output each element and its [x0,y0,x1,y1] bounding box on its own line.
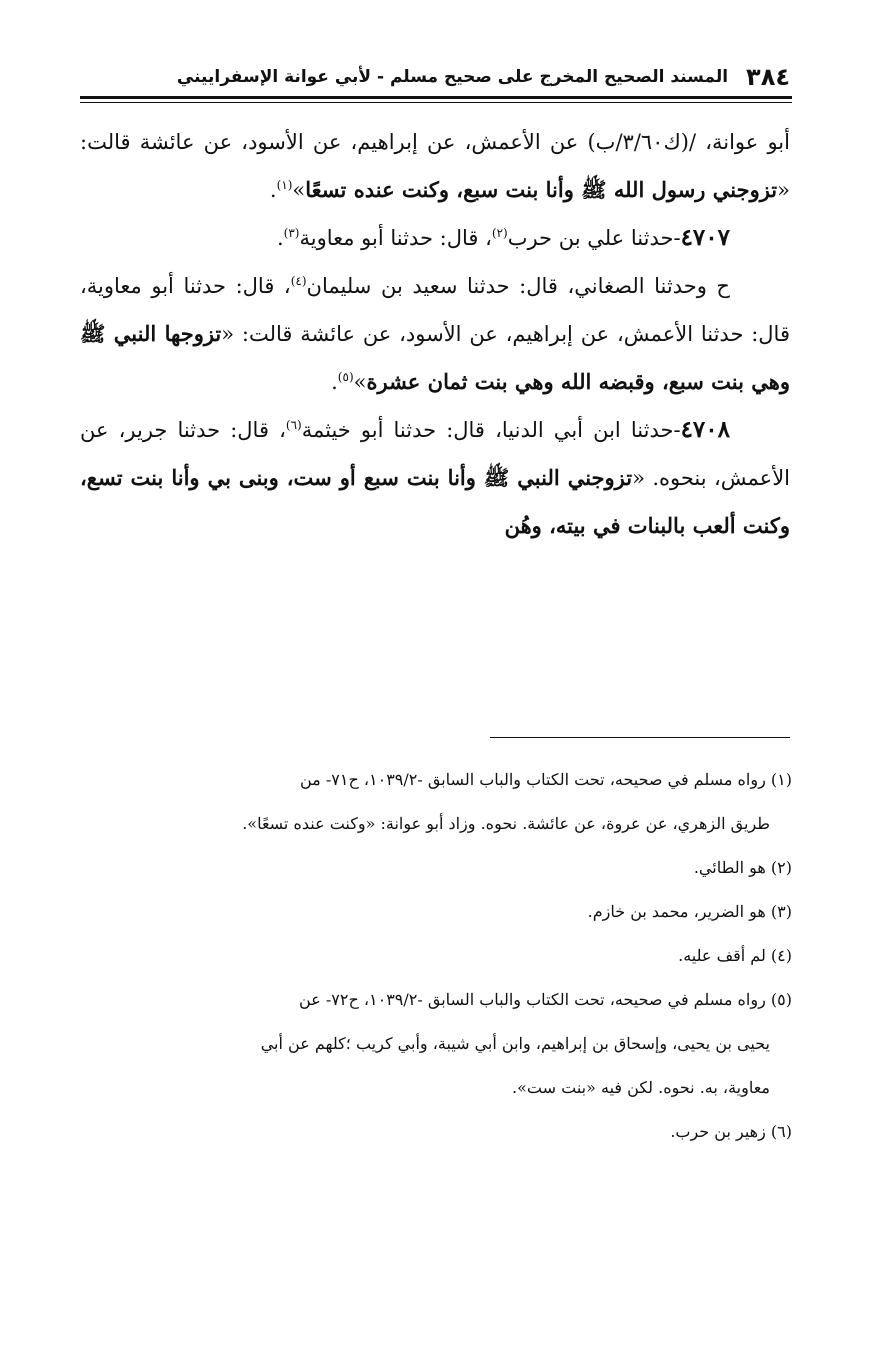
footnote-line: يحيى بن يحيى، وإسحاق بن إبراهيم، وابن أبي شيبة، وأبي كريب ؛كلهم عن أبي [260,1034,770,1053]
p2-text1: -حدثنا علي بن حرب [507,226,681,250]
footnote-separator [490,737,790,738]
p4-text1: -حدثنا ابن أبي الدنيا، قال: حدثنا أبو خيثمة [301,418,681,442]
p1-end: . [269,178,277,202]
p2-ref2: (٣) [283,226,300,240]
p3-ref2: (٥) [337,370,354,384]
footnote-line: (٢) هو الطائي. [693,858,792,877]
footnote-line: (١) رواه مسلم في صحيحه، تحت الكتاب والباب السابق -١٠٣٩/٢، ح٧١- من [300,770,792,789]
p3-tail: » [353,370,367,394]
running-title: المسند الصحيح المخرج على صحيح مسلم - لأبي عوانة الإسفراييني [176,67,729,87]
p1-quote: تزوجني رسول الله ﷺ وأنا بنت سبع، وكنت عنده تسعًا [305,177,778,202]
footnotes [80,758,792,1154]
footnote-line: معاوية، به. نحوه. لكن فيه «بنت ست». [512,1078,770,1097]
header-rule-thin [80,102,792,103]
paragraph-3 [80,262,790,406]
main-text [80,118,790,550]
footnote-line: (٤) لم أقف عليه. [678,946,792,965]
p1-line1: أبو عوانة، /(ك٣/٦٠/ب) عن الأعمش، عن إبراهيم، عن الأسود، عن عائشة [139,130,790,154]
paragraph-hadith-4707 [80,214,790,262]
header-rule [80,96,792,99]
p3-text2: ، قال: حدثنا أبو معاوية، قال: حدثنا الأعمش، عن إبراهيم، عن الأسود، عن عائشة قالت: « [80,274,790,346]
hadith-number-4707: ٤٧٠٧ [680,224,730,251]
p4-text2: ، قال: حدثنا جرير، عن الأعمش، بنحوه. « [80,418,790,490]
footnote-line: طريق الزهري، عن عروة، عن عائشة. نحوه. وزاد أبو عوانة: «وكنت عنده تسعًا». [242,814,770,833]
hadith-number-4708: ٤٧٠٨ [680,416,730,443]
footnote-line: (٦) زهير بن حرب. [670,1122,792,1141]
p1-ref: (١) [276,178,293,192]
p3-text1: ح وحدثنا الصغاني، قال: حدثنا سعيد بن سليمان [306,274,730,298]
p4-quote: تزوجني النبي ﷺ وأنا بنت سبع أو ست، وبنى بي وأنا بنت تسع، وكنت ألعب بالبنات في بيته، وهُن [80,465,790,538]
p3-ref1: (٤) [290,274,307,288]
page-header [80,58,790,96]
p4-ref1: (٦) [285,418,302,432]
p1-lead: قالت: « [80,130,790,202]
p3-quote: تزوجها النبي ﷺ وهي بنت سبع، وقبضه الله وهي بنت ثمان عشرة [80,321,790,394]
p2-text3: . [276,226,284,250]
paragraph-hadith-4708 [80,406,790,550]
p3-end: . [331,370,338,394]
paragraph-1 [80,118,790,214]
footnote-line: (٣) هو الضرير، محمد بن خازم. [587,902,792,921]
p2-text2: ، قال: حدثنا أبو معاوية [299,226,492,250]
p1-tail: » [292,178,306,202]
p2-ref1: (٢) [491,226,508,240]
footnote-line: (٥) رواه مسلم في صحيحه، تحت الكتاب والباب السابق -١٠٣٩/٢، ح٧٢- عن [299,990,792,1009]
page-number: ٣٨٤ [746,63,790,91]
